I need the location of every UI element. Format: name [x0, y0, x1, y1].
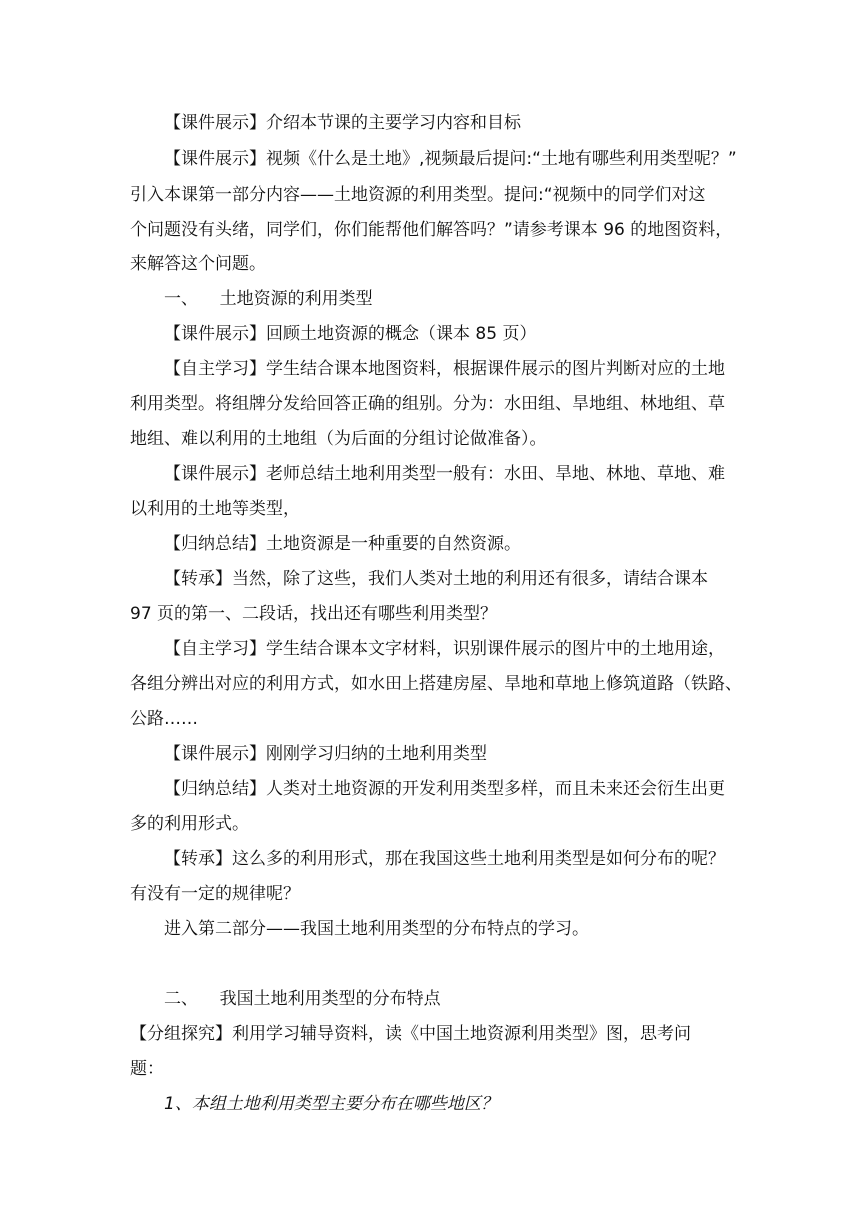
- text-line: 地组、难以利用的土地组（为后面的分组讨论做准备）。: [130, 429, 547, 449]
- text-line: 公路……: [130, 709, 198, 729]
- text-line: 多的利用形式。: [130, 814, 249, 834]
- text-line: 【归纳总结】土地资源是一种重要的自然资源。: [164, 534, 521, 554]
- question-item: 1、本组土地利用类型主要分布在哪些地区？: [164, 1094, 498, 1114]
- text-line: 【课件展示】老师总结土地利用类型一般有：水田、旱地、林地、草地、难: [164, 464, 725, 484]
- text-line: 来解答这个问题。: [130, 254, 266, 274]
- text-line: 引入本课第一部分内容——土地资源的利用类型。提问:“视频中的同学们对这: [130, 185, 706, 205]
- text-line: 【自主学习】学生结合课本文字材料，识别课件展示的图片中的土地用途，: [164, 639, 725, 659]
- text-line: 【分组探究】利用学习辅导资料，读《中国土地资源利用类型》图，思考问: [130, 1024, 691, 1044]
- text-line: 【课件展示】视频《什么是土地》,视频最后提问:“土地有哪些利用类型呢？”: [164, 149, 737, 169]
- text-line: 【课件展示】刚刚学习归纳的土地利用类型: [164, 744, 487, 764]
- text-line: 【转承】当然，除了这些，我们人类对土地的利用还有很多，请结合课本: [164, 569, 708, 589]
- text-line: 有没有一定的规律呢？: [130, 884, 300, 904]
- text-line: 【归纳总结】人类对土地资源的开发利用类型多样，而且未来还会衍生出更: [164, 779, 725, 799]
- text-line: 个问题没有头绪，同学们，你们能帮他们解答吗？”请参考课本 96 的地图资料，: [130, 220, 733, 240]
- text-line: 利用类型。将组牌分发给回答正确的组别。分为：水田组、旱地组、林地组、草: [130, 394, 725, 414]
- text-line: 【转承】这么多的利用形式，那在我国这些土地利用类型是如何分布的呢？: [164, 849, 725, 869]
- text-line: 进入第二部分——我国土地利用类型的分布特点的学习。: [164, 919, 589, 939]
- text-line: 【课件展示】回顾土地资源的概念（课本 85 页）: [164, 324, 537, 344]
- text-line: 【课件展示】介绍本节课的主要学习内容和目标: [164, 113, 521, 133]
- text-line: 题：: [130, 1059, 164, 1079]
- text-line: 【自主学习】学生结合课本地图资料，根据课件展示的图片判断对应的土地: [164, 359, 725, 379]
- text-line: 以利用的土地等类型，: [130, 499, 300, 519]
- text-line: 97 页的第一、二段话，找出还有哪些利用类型？: [130, 604, 498, 624]
- section-heading: 一、 土地资源的利用类型: [164, 289, 373, 309]
- text-line: 各组分辨出对应的利用方式，如水田上搭建房屋、旱地和草地上修筑道路（铁路、: [130, 674, 742, 694]
- section-heading: 二、 我国土地利用类型的分布特点: [164, 989, 441, 1009]
